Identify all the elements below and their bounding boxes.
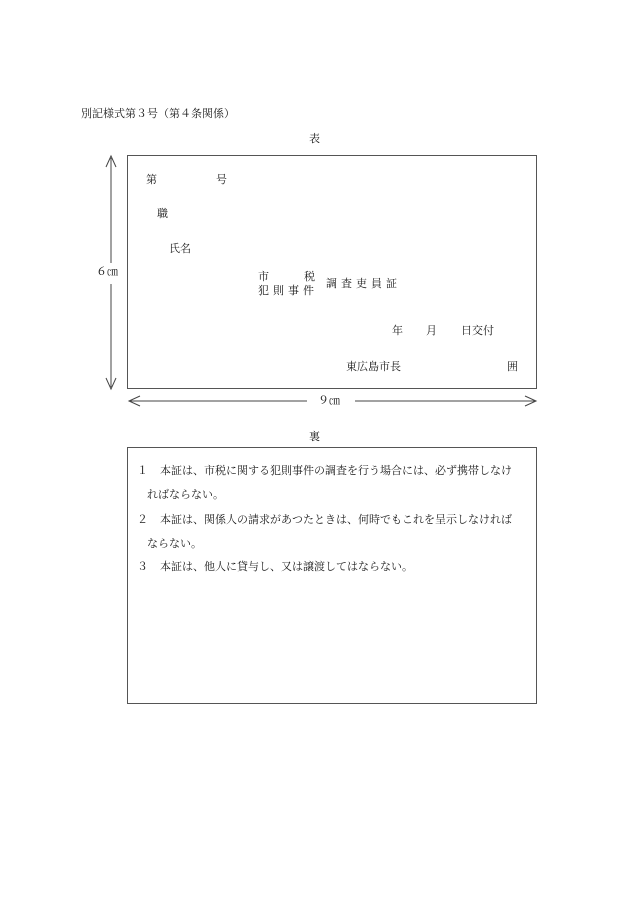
height-dimension-label: ６㎝ [96, 265, 118, 278]
name-label: 氏名 [169, 242, 191, 255]
title-criminal-case: 犯則事件 [258, 284, 318, 297]
back-item-3-line1: 本証は、他人に貸与し、又は譲渡してはならない。 [160, 560, 413, 573]
date-day-issued: 日交付 [461, 324, 494, 337]
number-prefix: 第 [146, 173, 157, 186]
position-label: 職 [157, 207, 168, 220]
seal-mark: 囲 [507, 360, 518, 373]
width-dimension-label: ９㎝ [318, 394, 340, 407]
date-month: 月 [426, 324, 437, 337]
back-item-1-line1: 本証は、市税に関する犯則事件の調査を行う場合には、必ず携帯しなけ [160, 464, 512, 477]
back-item-3-number: ３ [137, 560, 148, 573]
back-item-1-line2: ればならない。 [147, 488, 224, 501]
title-tax: 税 [304, 270, 315, 283]
date-year: 年 [392, 324, 403, 337]
issuer-mayor: 東広島市長 [346, 360, 401, 373]
back-card [127, 447, 537, 704]
form-heading: 別記様式第３号（第４条関係） [81, 107, 235, 120]
title-investigator-certificate: 調査吏員証 [326, 277, 401, 290]
front-card [127, 155, 537, 389]
number-suffix: 号 [216, 173, 227, 186]
title-city: 市 [258, 270, 269, 283]
back-side-label: 裏 [309, 430, 320, 443]
back-item-2-line1: 本証は、関係人の請求があつたときは、何時でもこれを呈示しなければ [160, 513, 512, 526]
front-side-label: 表 [309, 132, 320, 145]
back-item-2-number: ２ [137, 513, 148, 526]
back-item-1-number: １ [137, 464, 148, 477]
back-item-2-line2: ならない。 [147, 537, 202, 550]
